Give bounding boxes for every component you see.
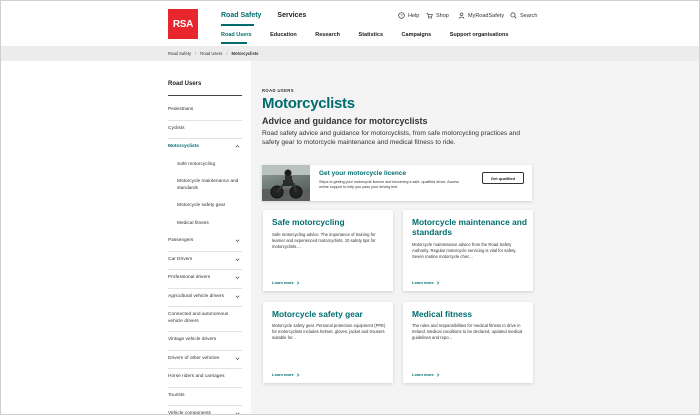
primary-nav-active-indicator	[221, 24, 254, 26]
sidebar-title: Road Users	[168, 81, 242, 96]
arrow-right-icon	[296, 373, 300, 377]
breadcrumb-separator: /	[195, 51, 197, 56]
user-icon	[458, 12, 465, 19]
card-title[interactable]: Safe motorcycling	[272, 217, 345, 227]
primary-nav	[221, 12, 320, 19]
card-title[interactable]: Medical fitness	[412, 309, 473, 319]
sidebar-item-label: Safe motorcycling	[177, 161, 216, 167]
chevron-down-icon[interactable]	[235, 257, 240, 262]
rsa-logo[interactable]: RSA	[168, 9, 198, 39]
subnav-statistics[interactable]: Statistics	[358, 32, 384, 38]
sidebar-item-label: Motorcycle maintenance and standards	[177, 179, 239, 191]
licence-promo-card	[262, 165, 532, 201]
learn-more-label: Learn more	[412, 280, 434, 285]
sidebar-item-label: Connected and autonomous vehicle drivers	[168, 312, 229, 324]
sidebar-item[interactable]	[168, 332, 242, 351]
sidebar-item-label: Agricultural vehicle drivers	[168, 293, 224, 299]
sidebar-item[interactable]	[168, 121, 242, 140]
sidebar-item[interactable]	[168, 139, 242, 157]
card-learn-more-link[interactable]	[412, 372, 440, 377]
sidebar-item[interactable]	[168, 252, 242, 271]
card-title[interactable]: Motorcycle maintenance and standards	[412, 217, 527, 237]
breadcrumb-separator: /	[226, 51, 228, 56]
page-lead-text: Road safety advice and guidance for motorcyclists, from safe motorcycling practices and safety gear to motorcycle maintenance and medical fitness to ride.	[262, 130, 521, 146]
shop-link[interactable]	[426, 12, 449, 19]
sidebar-item-label: Drivers of other vehicles	[168, 355, 220, 361]
page-title: Motorcyclists	[262, 95, 355, 112]
sidebar-subitem[interactable]	[168, 157, 242, 175]
arrow-right-icon	[296, 281, 300, 285]
secondary-nav	[221, 32, 525, 38]
card-motorcycle-safety-gear[interactable]	[263, 302, 393, 383]
search-link[interactable]	[510, 12, 537, 19]
card-learn-more-link[interactable]	[272, 372, 300, 377]
sidebar-subitem[interactable]	[168, 174, 242, 198]
page-subtitle: Advice and guidance for motorcyclists	[262, 116, 428, 126]
chevron-down-icon[interactable]	[235, 238, 240, 243]
card-description: Motorcycle maintenance advice from the Road Safety Authority. Regular motorcycle servicing is vital for safety. Seven routine motorcycle chec...	[412, 242, 517, 259]
arrow-right-icon	[436, 373, 440, 377]
shop-label: Shop	[436, 12, 449, 19]
promo-text: Steps to getting your motorcycle licence and becoming a safe, qualified driver. Access online support to help you pass your driving test.	[319, 180, 459, 189]
sidebar-item-label: Medical fitness	[177, 220, 209, 226]
sidebar-item[interactable]	[168, 369, 242, 388]
learn-more-label: Learn more	[272, 280, 294, 285]
learn-more-label: Learn more	[272, 372, 294, 377]
chevron-down-icon[interactable]	[235, 294, 240, 299]
chevron-down-icon[interactable]	[235, 356, 240, 361]
subnav-education[interactable]: Education	[270, 32, 297, 38]
sidebar-subitem[interactable]	[168, 216, 242, 234]
chevron-down-icon[interactable]	[235, 411, 240, 415]
sidebar-item-label: Tourists	[168, 392, 185, 398]
sidebar-item[interactable]	[168, 270, 242, 289]
subnav-campaigns[interactable]: Campaigns	[401, 32, 432, 38]
promo-title[interactable]: Get your motorcycle licence	[319, 170, 407, 177]
sidebar-item-label: Motorcyclists	[168, 144, 199, 149]
sidebar-item-label: Passengers	[168, 238, 194, 243]
sidebar-item[interactable]	[168, 289, 242, 308]
search-label: Search	[520, 12, 538, 19]
sidebar-subitem[interactable]	[168, 198, 242, 216]
card-description: The rules and responsibilities for medical fitness to drive in Ireland. Medical conditions to be declared, updated medical guidelines and repo...	[412, 323, 523, 340]
sidebar-nav	[168, 81, 242, 415]
chevron-up-icon[interactable]	[235, 144, 240, 149]
sidebar-item[interactable]	[168, 388, 242, 407]
sidebar-item-label: Horse riders and carriages	[168, 374, 225, 379]
search-icon	[510, 12, 517, 19]
help-link[interactable]	[398, 12, 419, 19]
card-description: Motorcycle safety gear. Personal protection equipment (PPE) for motorcyclists includes helmet, gloves, jacket and trousers suitable for...	[272, 323, 386, 340]
learn-more-label: Learn more	[412, 372, 434, 377]
sidebar-item-label: Cyclists	[168, 125, 185, 131]
sidebar-item[interactable]	[168, 233, 242, 252]
help-label: Help	[408, 12, 420, 19]
subnav-support-organisations[interactable]: Support organisations	[449, 32, 509, 38]
card-motorcycle-maintenance[interactable]	[403, 210, 533, 291]
sidebar-item-label: Vehicle components	[168, 411, 211, 415]
card-medical-fitness[interactable]	[403, 302, 533, 383]
card-learn-more-link[interactable]	[272, 280, 300, 285]
get-qualified-button[interactable]: Get qualified	[482, 172, 524, 184]
sidebar-item-label: Motorcycle safety gear	[177, 203, 226, 208]
card-title[interactable]: Motorcycle safety gear	[272, 309, 363, 319]
page-eyebrow: ROAD USERS	[262, 88, 294, 93]
nav-road-safety[interactable]: Road Safety	[221, 12, 262, 19]
subnav-research[interactable]: Research	[315, 32, 341, 38]
subnav-road-users[interactable]: Road Users	[221, 32, 252, 38]
sidebar-item-label: Pedestrians	[168, 107, 194, 112]
motorcyclist-image	[262, 165, 310, 201]
card-learn-more-link[interactable]	[412, 280, 440, 285]
sidebar-item[interactable]	[168, 102, 242, 121]
sidebar-item-label: Vintage vehicle drivers	[168, 337, 217, 342]
sidebar-item[interactable]	[168, 351, 242, 370]
sidebar-item[interactable]	[168, 307, 242, 332]
sidebar-item[interactable]	[168, 406, 242, 415]
breadcrumb-road-users[interactable]: Road Users	[200, 51, 223, 56]
breadcrumb-road-safety[interactable]: Road Safety	[168, 51, 192, 56]
help-icon	[398, 12, 405, 19]
svg-text:?: ?	[400, 13, 403, 19]
my-road-safety-link[interactable]	[458, 12, 504, 19]
cart-icon	[426, 12, 433, 19]
sidebar-item-label: Professional drivers	[168, 275, 211, 280]
site-header	[1, 1, 700, 45]
sidebar-item-label: Car Drivers	[168, 256, 193, 262]
chevron-down-icon[interactable]	[235, 275, 240, 280]
nav-services[interactable]: Services	[277, 12, 307, 19]
breadcrumb	[168, 51, 259, 56]
card-safe-motorcycling[interactable]	[263, 210, 393, 291]
secondary-nav-active-indicator	[221, 42, 247, 44]
arrow-right-icon	[436, 281, 440, 285]
my-road-safety-label: MyRoadSafety	[468, 12, 505, 19]
card-description: Safe motorcycling advice. The importance of training for learner and experienced motorcyclists. 10 safety tips for motorcyclists....	[272, 232, 376, 249]
sidebar-list	[168, 102, 242, 415]
breadcrumb-current: Motorcyclists	[231, 51, 259, 56]
breadcrumb-bar	[1, 46, 700, 61]
